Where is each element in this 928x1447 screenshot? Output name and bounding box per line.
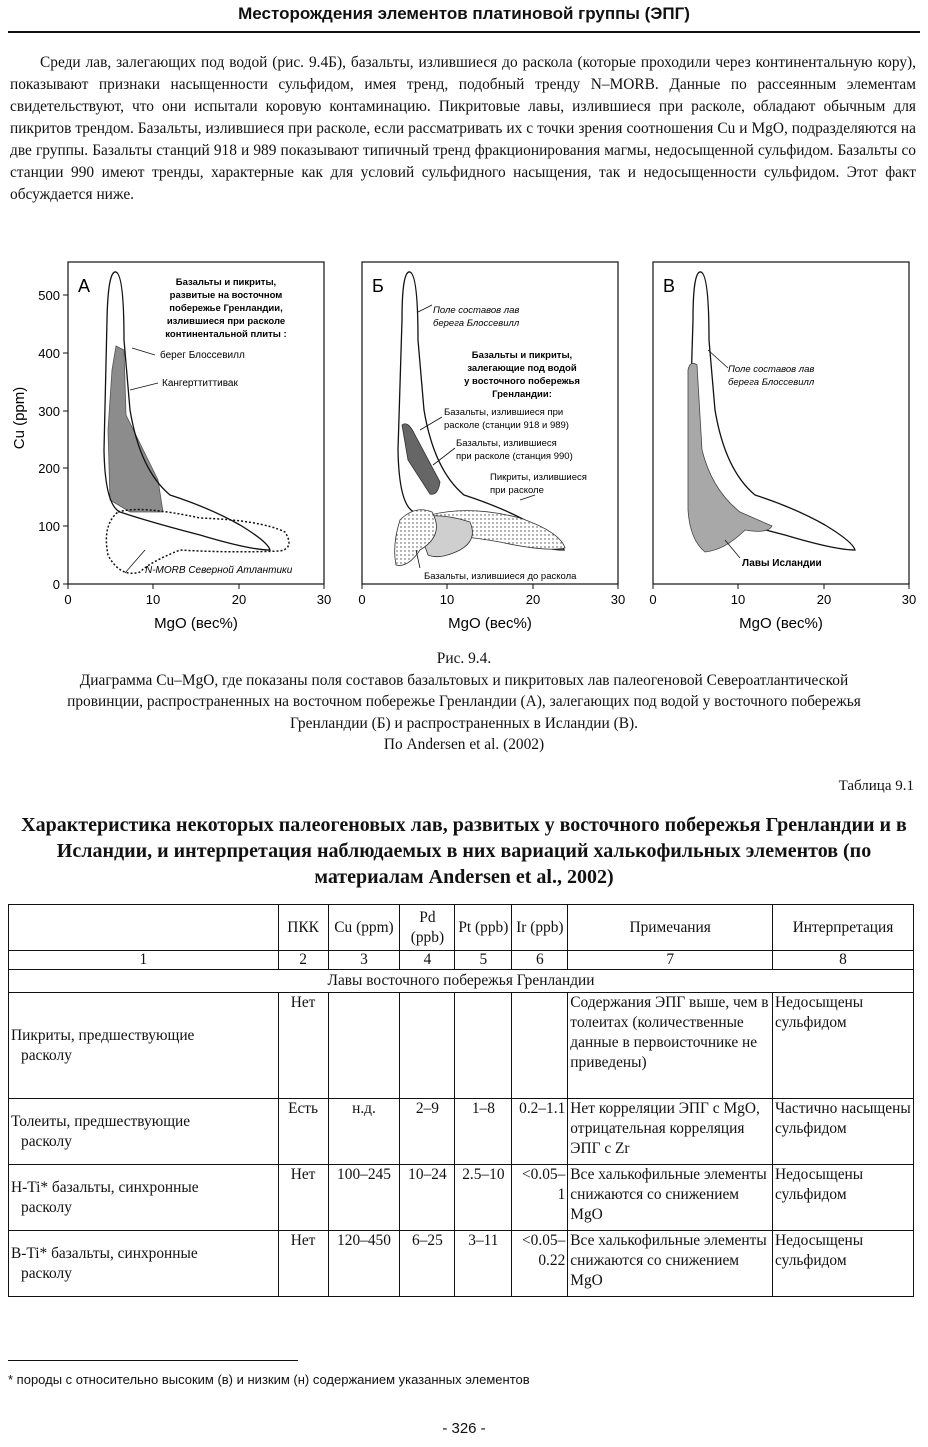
- cell-notes: Нет корреляции ЭПГ с MgO, отрицательная корреляция ЭПГ с Zr: [568, 1099, 773, 1165]
- column-number: 4: [400, 951, 455, 970]
- cell-cu: [328, 993, 400, 1099]
- row-name: [9, 1231, 279, 1297]
- row-name: [9, 1165, 279, 1231]
- x-tick-label: 10: [439, 592, 455, 607]
- x-tick-label: 20: [231, 592, 247, 607]
- cell-cu: 100–245: [328, 1165, 400, 1231]
- y-tick-label: 500: [38, 288, 60, 303]
- header-rule: [8, 31, 920, 33]
- x-tick-label: 30: [316, 592, 332, 607]
- label-rift-918: расколе (станции 918 и 989): [444, 420, 569, 431]
- table-row: [9, 1165, 914, 1231]
- cell-ir: 0.2–1.1: [512, 1099, 568, 1165]
- row-name-line: В-Ti* базальты, синхронные: [11, 1244, 198, 1262]
- label-prerift: Базальты, излившиеся до раскола: [424, 571, 577, 582]
- x-tick-label: 30: [610, 592, 626, 607]
- body-paragraph: Среди лав, залегающих под водой (рис. 9.4Б), базальты, излившиеся до раскола (которые проходили через континентальную кору), показывают признаки насыщенности сульфидом, имея тренд, подобный тренду N–MORB. Данные по рассеянным элементам свидетельствуют, что они испытали коровую контаминацию. Пикритовые лавы, излившиеся при расколе, обладают обычным для пикритов трендом. Базальты, излившиеся при расколе, если рассматривать их с точки зрения соотношения Cu и MgO, подразделяются на две группы. Базальты станций 918 и 989 показывают типичный тренд фракционирования магмы, недосыщенной сульфидом. Базальты со станции 990 имеют тренды, характерные как для условий сульфидного насыщения, так и недосыщенности сульфидом. Этот факт обсуждается ниже.: [10, 54, 916, 203]
- caption-source: По Andersen et al. (2002): [383, 736, 545, 753]
- x-tick-label: 0: [64, 592, 72, 607]
- x-tick-label: 0: [649, 592, 657, 607]
- column-number-row: [9, 951, 914, 970]
- panel-b: [358, 262, 625, 632]
- caption-number: Рис. 9.4.: [436, 650, 492, 667]
- cell-ir: [512, 993, 568, 1099]
- cell-notes: Содержания ЭПГ выше, чем в толеитах (количественные данные в первоисточнике не приведены): [568, 993, 773, 1099]
- x-tick-label: 10: [730, 592, 746, 607]
- panel-letter: А: [78, 276, 91, 296]
- cell-pt: [455, 993, 512, 1099]
- data-table: [8, 904, 914, 1297]
- y-tick-label: 100: [38, 519, 60, 534]
- panel-a-title-line: побережье Гренландии,: [169, 303, 283, 314]
- cell-pd: 6–25: [400, 1231, 455, 1297]
- cell-pd: 2–9: [400, 1099, 455, 1165]
- row-name: [9, 993, 279, 1099]
- caption-text: Диаграмма Cu–MgO, где показаны поля составов базальтовых и пикритовых лав палеогеновой Североатлантической провинции, распространенных на восточном побережье Гренландии (А), залегающих под водой у восточного побережья Гренландии (Б) и распространенных в Исландии (В).: [67, 671, 861, 732]
- panel-b-field-label-line: берега Блоссевилл: [433, 318, 520, 329]
- cell-ir: <0.05–1: [512, 1165, 568, 1231]
- cell-pt: 1–8: [455, 1099, 512, 1165]
- panel-b-title-line: залегающие под водой: [467, 363, 577, 374]
- x-axis-label: MgO (вес%): [154, 615, 238, 632]
- panel-c: [649, 262, 916, 632]
- label-kangerttittivak: Кангерттиттивак: [162, 378, 238, 389]
- y-tick-label: 200: [38, 461, 60, 476]
- cell-pt: 2.5–10: [455, 1165, 512, 1231]
- table-row: [9, 1231, 914, 1297]
- x-tick-label: 0: [358, 592, 366, 607]
- cell-pkk: Нет: [278, 993, 328, 1099]
- table-label: Таблица 9.1: [838, 778, 914, 794]
- cell-pd: [400, 993, 455, 1099]
- row-name-line: расколу: [21, 1198, 72, 1216]
- panel-a-title-line: излившиеся при расколе: [166, 316, 286, 327]
- column-number: 1: [9, 951, 279, 970]
- label-nmorb: N-MORB Северной Атлантики: [145, 565, 293, 576]
- row-name: [9, 1099, 279, 1165]
- x-tick-label: 20: [816, 592, 832, 607]
- column-number: 3: [328, 951, 400, 970]
- cell-pt: 3–11: [455, 1231, 512, 1297]
- y-tick-label: 0: [52, 577, 60, 592]
- header-cell-notes: Примечания: [568, 905, 773, 951]
- cell-interp: Недосыщены сульфидом: [773, 993, 914, 1099]
- row-name-line: расколу: [21, 1132, 72, 1150]
- label-iceland: Лавы Исландии: [742, 558, 822, 569]
- cell-cu: 120–450: [328, 1231, 400, 1297]
- header-cell-pt: Pt (ppb): [455, 905, 512, 951]
- panel-b-title-line: Базальты и пикриты,: [471, 350, 573, 361]
- panel-a-title-line: континентальной плиты :: [165, 329, 287, 340]
- y-tick-label: 300: [38, 404, 60, 419]
- table-row: [9, 993, 914, 1099]
- header-cell-ir: Ir (ppb): [512, 905, 568, 951]
- row-name-line: Н-Ti* базальты, синхронные: [11, 1178, 199, 1196]
- panel-letter: В: [663, 276, 676, 296]
- table-header-row: [9, 905, 914, 951]
- cell-notes: Все халькофильные элементы снижаются со снижением MgO: [568, 1231, 773, 1297]
- x-tick-label: 30: [901, 592, 917, 607]
- label-rift-918: Базальты, излившиеся при: [444, 407, 564, 418]
- footnote-rule: [8, 1360, 298, 1361]
- panel-a-title-line: развитые на восточном: [169, 290, 283, 301]
- row-name-line: Пикриты, предшествующие: [11, 1026, 195, 1044]
- section-title: Лавы восточного побережья Гренландии: [9, 970, 914, 993]
- column-number: 2: [278, 951, 328, 970]
- running-header: Месторождения элементов платиновой группы (ЭПГ): [238, 4, 690, 23]
- header-cell-cu: Cu (ppm): [328, 905, 400, 951]
- x-tick-label: 20: [525, 592, 541, 607]
- header-cell-pd: Pd (ppb): [400, 905, 455, 951]
- panel-letter: Б: [372, 276, 384, 296]
- row-name-line: расколу: [21, 1046, 72, 1064]
- y-axis-label: Cu (ppm): [11, 386, 28, 450]
- row-name-line: расколу: [21, 1264, 72, 1282]
- footnote: * породы с относительно высоким (в) и низким (н) содержанием указанных элементов: [8, 1372, 530, 1387]
- label-rift-990: Базальты, излившиеся: [456, 438, 557, 449]
- column-number: 6: [512, 951, 568, 970]
- x-tick-label: 10: [145, 592, 161, 607]
- x-axis-label: MgO (вес%): [448, 615, 532, 632]
- column-number: 8: [773, 951, 914, 970]
- panel-b-title-line: у восточного побережья: [464, 376, 580, 387]
- cell-interp: Недосыщены сульфидом: [773, 1231, 914, 1297]
- panel-c-field-label-line: Поле составов лав: [728, 364, 815, 375]
- column-number: 7: [568, 951, 773, 970]
- table-row: [9, 1099, 914, 1165]
- label-picrite: Пикриты, излившиеся: [490, 472, 587, 483]
- section-row: [9, 970, 914, 993]
- cell-pkk: Есть: [278, 1099, 328, 1165]
- figure-caption: [40, 648, 888, 756]
- cell-pd: 10–24: [400, 1165, 455, 1231]
- header-cell-pkk: ПКК: [278, 905, 328, 951]
- panel-a-title-line: Базальты и пикриты,: [175, 277, 277, 288]
- x-axis-label: MgO (вес%): [739, 615, 823, 632]
- panel-b-title-line: Гренландии:: [492, 389, 552, 400]
- panel-a: [63, 262, 331, 632]
- cell-interp: Недосыщены сульфидом: [773, 1165, 914, 1231]
- cell-cu: н.д.: [328, 1099, 400, 1165]
- panel-b-field-label-line: Поле составов лав: [433, 305, 520, 316]
- cell-pkk: Нет: [278, 1165, 328, 1231]
- column-number: 5: [455, 951, 512, 970]
- cell-pkk: Нет: [278, 1231, 328, 1297]
- label-rift-990: при расколе (станция 990): [456, 451, 573, 462]
- y-tick-label: 400: [38, 346, 60, 361]
- panel-c-field-label-line: берега Блоссевилл: [728, 377, 815, 388]
- page-number: - 326 -: [442, 1420, 486, 1437]
- table-title: Характеристика некоторых палеогеновых лав, развитых у восточного побережья Гренландии и в Исландии, и интерпретация наблюдаемых в них вариаций халькофильных элементов (по материалам Andersen et al., 2002): [21, 814, 907, 888]
- figure-9-4: [0, 250, 928, 645]
- cell-interp: Частично насыщены сульфидом: [773, 1099, 914, 1165]
- label-picrite: при расколе: [490, 485, 544, 496]
- label-coast: берег Блоссевилл: [160, 350, 245, 361]
- cell-notes: Все халькофильные элементы снижаются со снижением MgO: [568, 1165, 773, 1231]
- cell-ir: <0.05–0.22: [512, 1231, 568, 1297]
- row-name-line: Толеиты, предшествующие: [11, 1112, 191, 1130]
- header-cell-interp: Интерпретация: [773, 905, 914, 951]
- header-cell-name: [9, 905, 279, 951]
